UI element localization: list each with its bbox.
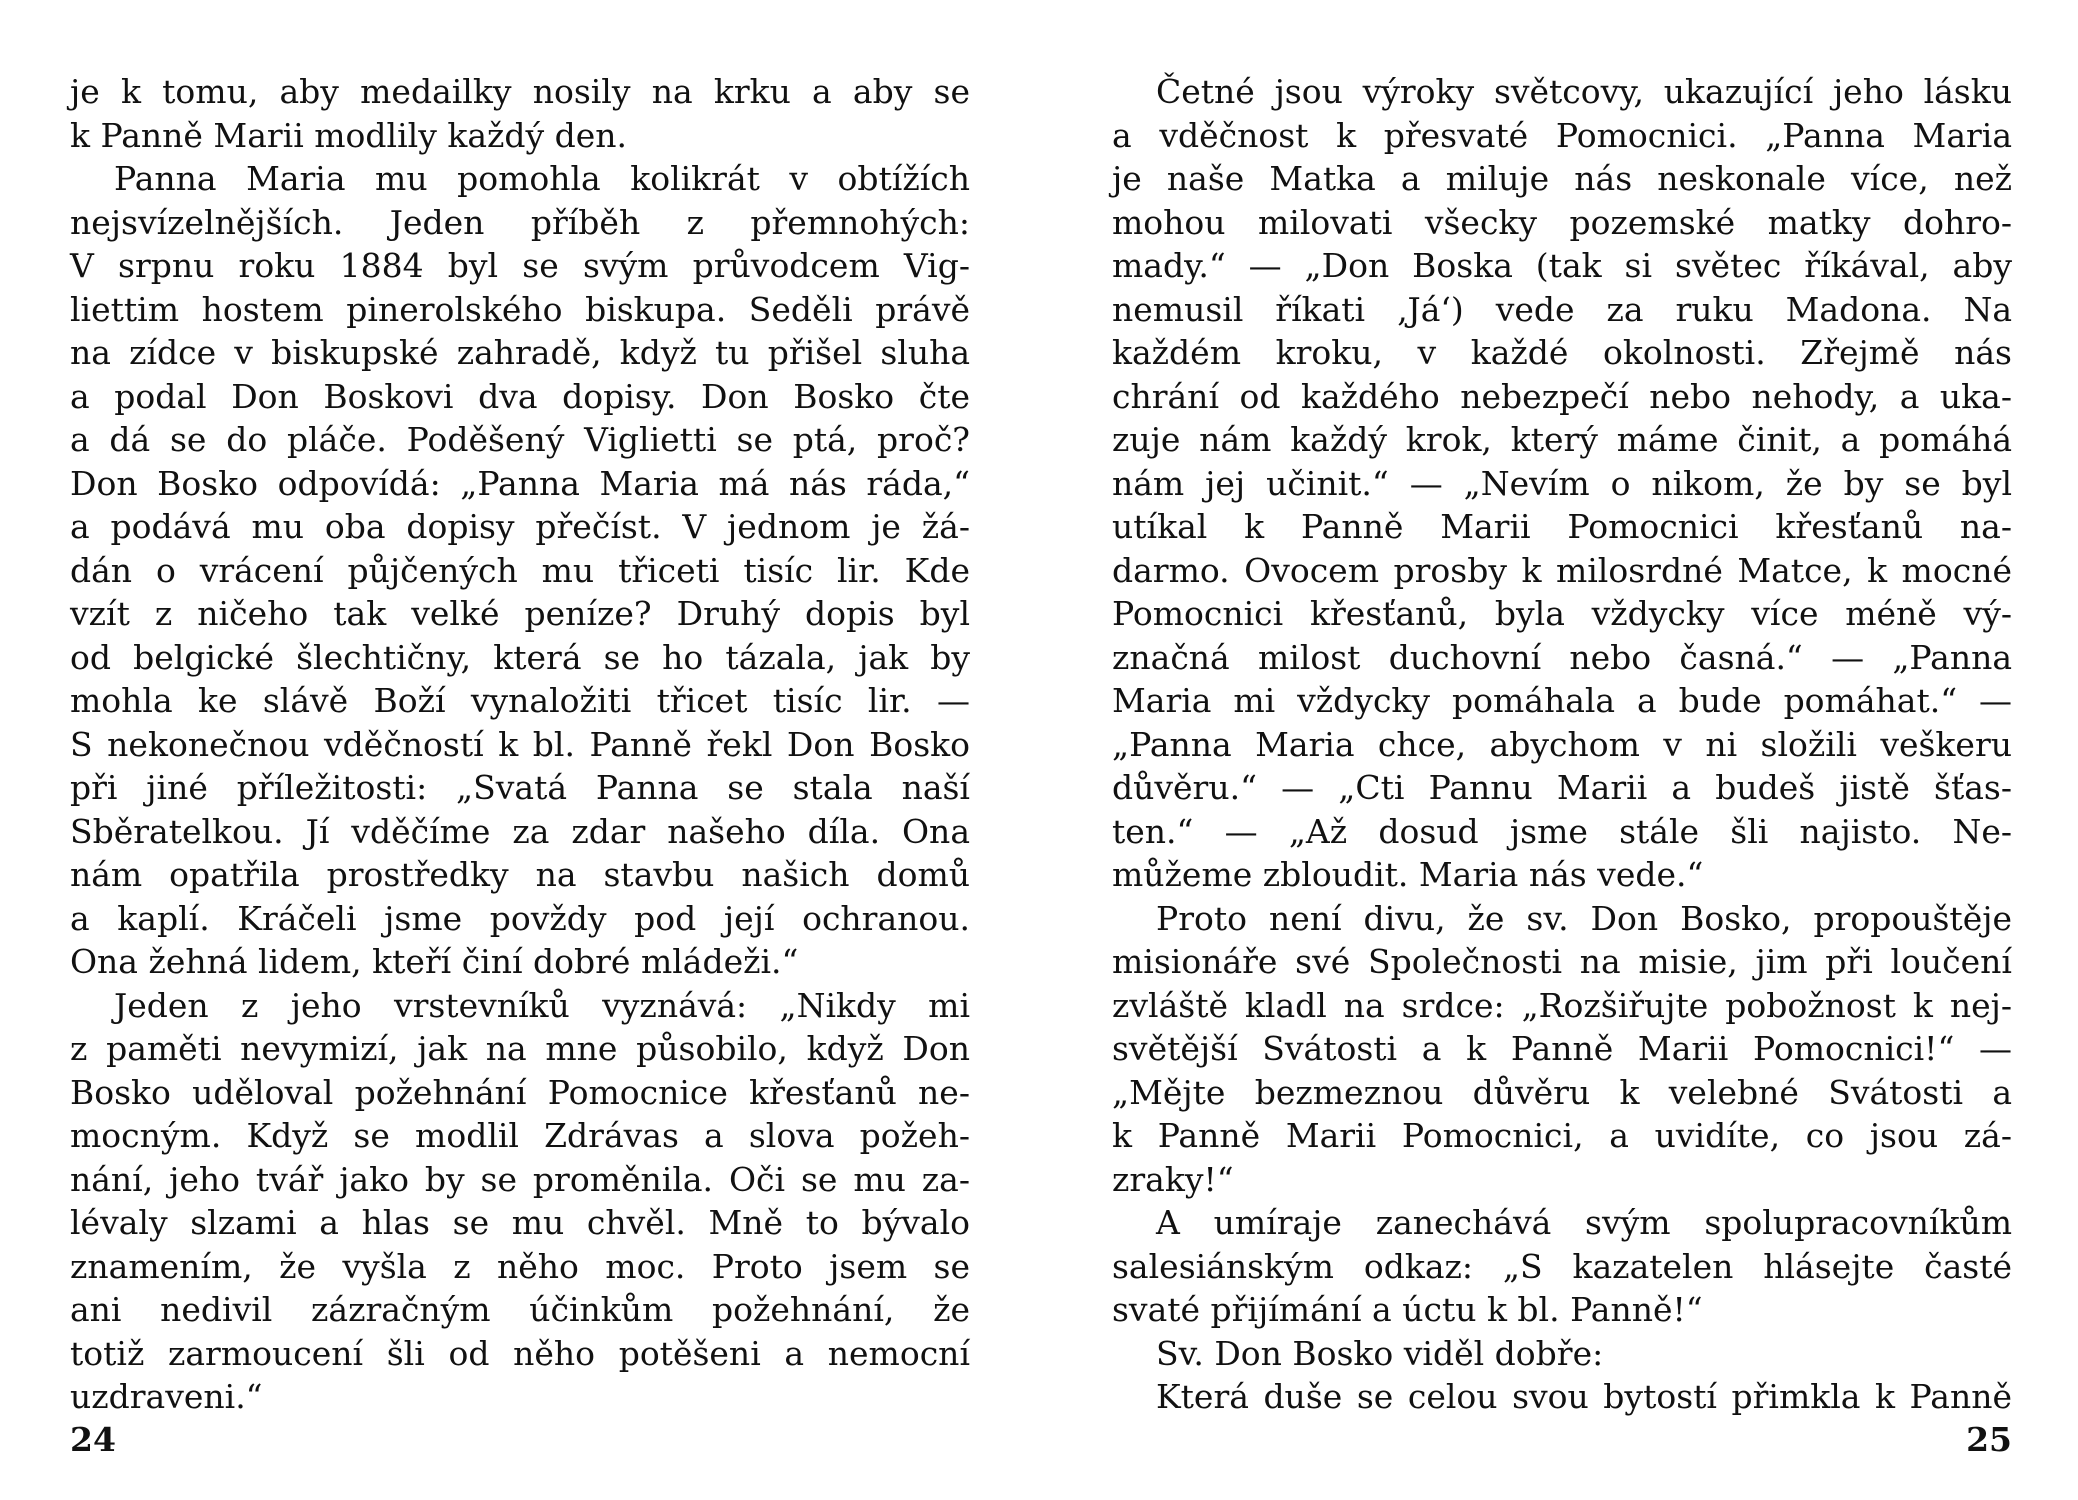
text-line: nemusil říkati ‚Já‘) vede za ruku Madona. Na	[1112, 289, 2012, 329]
text-line: Pomocnici křesťanů, byla vždycky více méně vý-	[1112, 594, 2012, 633]
text-line: důvěru.“ — „Cti Pannu Marii a budeš jistě šťas-	[1112, 768, 2012, 807]
text-line: vzít z ničeho tak velké peníze? Druhý dopis byl	[70, 594, 970, 633]
text-line: Panna Maria mu pomohla kolikrát v obtížích	[114, 159, 970, 198]
text-line: Sv. Don Bosko viděl dobře:	[1156, 1333, 1604, 1373]
text-line: je k tomu, aby medailky nosily na krku a aby se	[70, 72, 970, 111]
text-line: utíkal k Panně Marii Pomocnici křesťanů na-	[1112, 507, 2012, 546]
text-line: Proto není divu, že sv. Don Bosko, propouštěje	[1156, 898, 2012, 938]
text-line: liettim hostem pinerolského biskupa. Seděli právě	[70, 289, 970, 329]
left-page-number: 24	[70, 1420, 116, 1459]
text-line: zuje nám každý krok, který máme činit, a pomáhá	[1112, 420, 2012, 459]
text-line: každém kroku, v každé okolnosti. Zřejmě nás	[1112, 333, 2012, 372]
text-line: a dá se do pláče. Poděšený Viglietti se ptá, proč?	[70, 420, 970, 459]
text-line: mocným. Když se modlil Zdrávas a slova požeh-	[70, 1116, 970, 1155]
text-line: A umíraje zanechává svým spolupracovníkům	[1156, 1203, 2012, 1242]
text-line: ani nedivil zázračným účinkům požehnání, že	[70, 1290, 970, 1329]
left-page-text	[70, 70, 970, 1419]
right-page-text	[1112, 70, 2012, 1419]
text-line: Která duše se celou svou bytostí přimkla k Panně	[1156, 1377, 2012, 1416]
text-line: je naše Matka a miluje nás neskonale více, než	[1112, 159, 2012, 198]
text-line: světější Svátosti a k Panně Marii Pomocnici!“ —	[1112, 1029, 2012, 1068]
right-page	[1112, 70, 2012, 1490]
text-line: k Panně Marii modlily každý den.	[70, 115, 628, 155]
text-line: chrání od každého nebezpečí nebo nehody, a uka-	[1112, 376, 2012, 416]
text-line: Don Bosko odpovídá: „Panna Maria má nás ráda,“	[70, 463, 970, 503]
text-line: zvláště kladl na srdce: „Rozšiřujte pobožnost k nej-	[1112, 985, 2012, 1025]
text-line: Ona žehná lidem, kteří činí dobré mládeži.“	[70, 942, 799, 981]
text-line: V srpnu roku 1884 byl se svým průvodcem Vig-	[70, 246, 970, 285]
right-page-number: 25	[1966, 1420, 2012, 1459]
text-line: od belgické šlechtičny, která se ho tázala, jak by	[70, 637, 970, 677]
text-line: znamením, že vyšla z něho moc. Proto jsem se	[70, 1246, 970, 1286]
text-line: k Panně Marii Pomocnici, a uvidíte, co jsou zá-	[1112, 1116, 2012, 1155]
text-line: lévaly slzami a hlas se mu chvěl. Mně to bývalo	[70, 1203, 970, 1242]
text-line: a podal Don Boskovi dva dopisy. Don Bosko čte	[70, 376, 970, 416]
text-line: darmo. Ovocem prosby k milosrdné Matce, k mocné	[1112, 550, 2012, 590]
text-line: nám jej učinit.“ — „Nevím o nikom, že by se byl	[1112, 463, 2012, 503]
text-line: nejsvízelnějších. Jeden příběh z přemnohých:	[70, 202, 970, 242]
text-line: S nekonečnou vděčností k bl. Panně řekl Don Bosko	[70, 724, 970, 764]
text-line: svaté přijímání a úctu k bl. Panně!“	[1112, 1290, 1703, 1329]
text-line: ten.“ — „Až dosud jsme stále šli najisto. Ne-	[1112, 811, 2012, 851]
text-line: Jeden z jeho vrstevníků vyznává: „Nikdy mi	[114, 985, 970, 1025]
text-line: misionáře své Společnosti na misie, jim při loučení	[1112, 942, 2012, 981]
text-line: mady.“ — „Don Boska (tak si světec říkával, aby	[1112, 246, 2012, 285]
text-line: nám opatřila prostředky na stavbu našich domů	[70, 855, 970, 894]
text-line: dán o vrácení půjčených mu třiceti tisíc lir. Kde	[70, 550, 970, 590]
text-line: uzdraveni.“	[70, 1377, 263, 1416]
text-line: a podává mu oba dopisy přečíst. V jednom je žá-	[70, 507, 970, 546]
text-line: totiž zarmoucení šli od něho potěšeni a nemocní	[70, 1333, 970, 1373]
text-line: Sběratelkou. Jí vděčíme za zdar našeho díla. Ona	[70, 811, 970, 851]
text-line: mohou milovati všecky pozemské matky dohro-	[1112, 202, 2012, 242]
text-line: a kaplí. Kráčeli jsme povždy pod její ochranou.	[70, 898, 970, 938]
text-line: „Panna Maria chce, abychom v ni složili veškeru	[1112, 724, 2012, 764]
left-page	[70, 70, 970, 1490]
text-line: Četné jsou výroky světcovy, ukazující jeho lásku	[1156, 72, 2012, 111]
text-line: Maria mi vždycky pomáhala a bude pomáhat.“ —	[1112, 681, 2012, 720]
text-line: můžeme zbloudit. Maria nás vede.“	[1112, 855, 1704, 894]
text-line: z paměti nevymizí, jak na mne působilo, když Don	[70, 1029, 970, 1068]
text-line: salesiánským odkaz: „S kazatelen hlásejte časté	[1112, 1246, 2012, 1286]
text-line: zraky!“	[1112, 1159, 1234, 1199]
text-line: na zídce v biskupské zahradě, když tu přišel sluha	[70, 333, 970, 372]
text-line: a vděčnost k přesvaté Pomocnici. „Panna Maria	[1112, 115, 2012, 155]
text-line: Bosko uděloval požehnání Pomocnice křesťanů ne-	[70, 1072, 970, 1112]
text-line: nání, jeho tvář jako by se proměnila. Oči se mu za-	[70, 1159, 970, 1199]
text-line: značná milost duchovní nebo časná.“ — „Panna	[1112, 637, 2012, 677]
text-line: mohla ke slávě Boží vynaložiti třicet tisíc lir. —	[70, 681, 970, 720]
text-line: „Mějte bezmeznou důvěru k velebné Svátosti a	[1112, 1072, 2012, 1112]
text-line: při jiné příležitosti: „Svatá Panna se stala naší	[70, 768, 970, 807]
